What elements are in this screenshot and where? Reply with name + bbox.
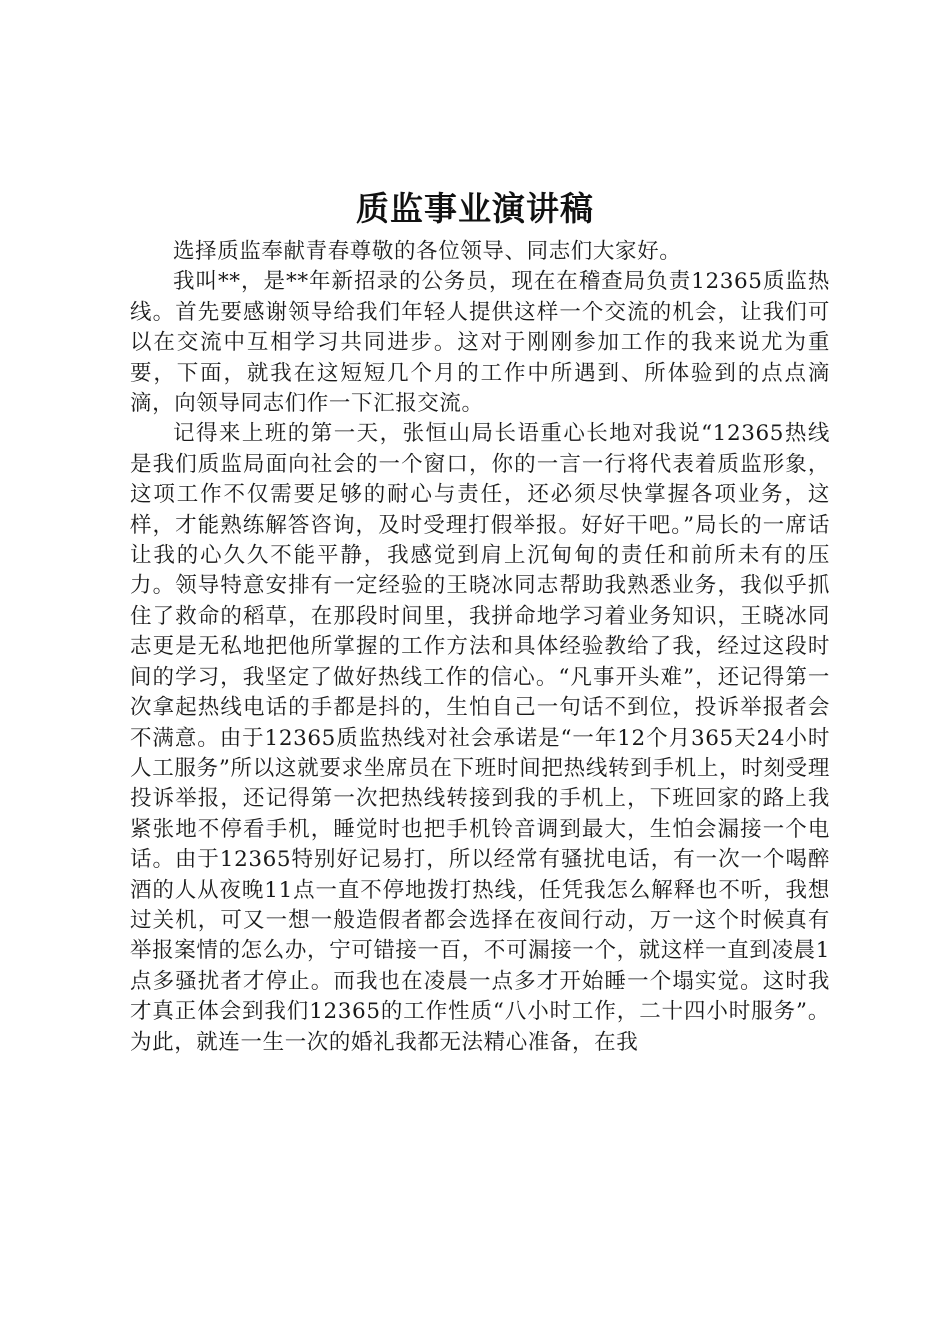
paragraph-introduction: 我叫**，是**年新招录的公务员，现在在稽查局负责12365质监热线。首先要感谢领导给我们年轻人提供这样一个交流的机会，让我们可以在交流中互相学习共同进步。这对于刚刚参加工作的我来说尤为重要，下面，就我在这短短几个月的工作中所遇到、所体验到的点点滴滴，向领导同志们作一下汇报交流。 xyxy=(130,269,830,417)
paragraph-hotline-experience: 记得来上班的第一天，张恒山局长语重心长地对我说“12365热线是我们质监局面向社会的一个窗口，你的一言一行将代表着质监形象，这项工作不仅需要足够的耐心与责任，还必须尽快掌握各项业务，这样，才能熟练解答咨询，及时受理打假举报。好好干吧。”局长的一席话让我的心久久不能平静，我感觉到肩上沉甸甸的责任和前所未有的压力。领导特意安排有一定经验的王晓冰同志帮助我熟悉业务，我似乎抓住了救命的稻草，在那段时间里，我拼命地学习着业务知识，王晓冰同志更是无私地把他所掌握的工作方法和具体经验教给了我，经过这段时间的学习，我坚定了做好热线工作的信心。“凡事开头难”，还记得第一次拿起热线电话的手都是抖的，生怕自己一句话不到位，投诉举报者会不满意。由于12365质监热线对社会承诺是“一年12个月365天24小时人工服务”所以这就要求坐席员在下班时间把热线转到手机上，时刻受理投诉举报，还记得第一次把热线转接到我的手机上，下班回家的路上我紧张地不停看手机，睡觉时也把手机铃音调到最大，生怕会漏接一个电话。由于12365特别好记易打，所以经常有骚扰电话，有一次一个喝醉酒的人从夜晚11点一直不停地拨打热线，任凭我怎么解释也不听，我想过关机，可又一想一般造假者都会选择在夜间行动，万一这个时候真有举报案情的怎么办，宁可错接一百，不可漏接一个，就这样一直到凌晨1点多骚扰者才停止。而我也在凌晨一点多才开始睡一个塌实觉。这时我才真正体会到我们12365的工作性质“八小时工作，二十四小时服务”。为此，就连一生一次的婚礼我都无法精心准备，在我 xyxy=(130,421,830,1055)
document-body xyxy=(130,237,830,1058)
paragraph-greeting: 选择质监奉献青春尊敬的各位领导、同志们大家好。 xyxy=(173,239,682,264)
document-title: 质监事业演讲稿 xyxy=(356,189,594,228)
